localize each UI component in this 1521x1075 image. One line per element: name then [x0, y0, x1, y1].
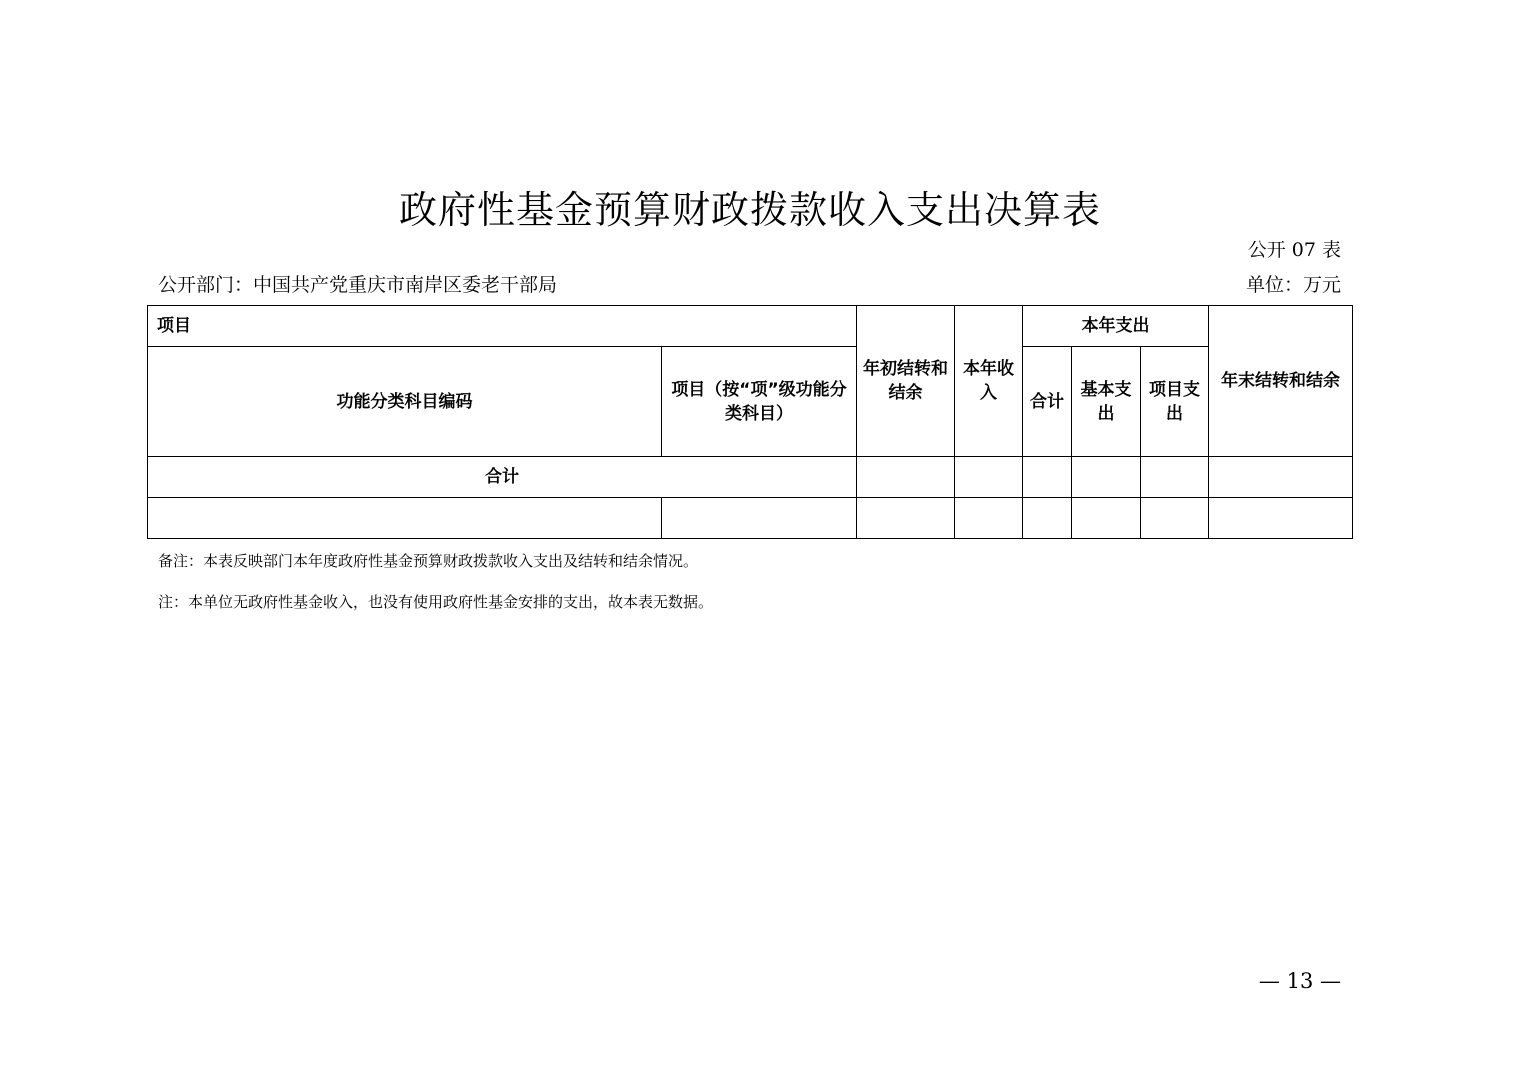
- header-ending-balance: 年末结转和结余: [1209, 306, 1353, 457]
- header-current-income: 本年收入: [955, 306, 1023, 457]
- table-cell: [662, 498, 857, 539]
- header-item: 项目: [148, 306, 857, 347]
- total-cell: [1141, 457, 1209, 498]
- table-number: 公开 07 表: [1247, 239, 1341, 261]
- header-expense-total: 合计: [1023, 347, 1072, 457]
- budget-table: [147, 305, 1353, 539]
- table-cell: [857, 498, 955, 539]
- header-item-by-level: 项目（按“项”级功能分类科目）: [662, 347, 857, 457]
- header-row-1: [148, 306, 1353, 347]
- table-cell: [1023, 498, 1072, 539]
- table-cell: [1141, 498, 1209, 539]
- table-row: [148, 498, 1353, 539]
- no-data-note: 注：本单位无政府性基金收入，也没有使用政府性基金安排的支出，故本表无数据。: [158, 593, 714, 611]
- header-current-expense: 本年支出: [1023, 306, 1209, 347]
- department-label: 公开部门：中国共产党重庆市南岸区委老干部局: [158, 274, 558, 296]
- table-cell: [955, 498, 1023, 539]
- total-label: 合计: [148, 457, 857, 498]
- total-row: [148, 457, 1353, 498]
- total-cell: [857, 457, 955, 498]
- header-function-code: 功能分类科目编码: [148, 347, 662, 457]
- document-title: 政府性基金预算财政拨款收入支出决算表: [398, 188, 1101, 232]
- total-cell: [1209, 457, 1353, 498]
- header-row-2: [148, 347, 1353, 457]
- header-basic-expense: 基本支出: [1072, 347, 1141, 457]
- table-cell: [148, 498, 662, 539]
- page-number: — 13 —: [1258, 969, 1341, 993]
- total-cell: [955, 457, 1023, 498]
- header-project-expense: 项目支出: [1141, 347, 1209, 457]
- table-cell: [1072, 498, 1141, 539]
- table-cell: [1209, 498, 1353, 539]
- total-cell: [1023, 457, 1072, 498]
- total-cell: [1072, 457, 1141, 498]
- remark-note: 备注：本表反映部门本年度政府性基金预算财政拨款收入支出及结转和结余情况。: [158, 552, 699, 570]
- unit-label: 单位：万元: [1245, 274, 1341, 296]
- header-beginning-balance: 年初结转和结余: [857, 306, 955, 457]
